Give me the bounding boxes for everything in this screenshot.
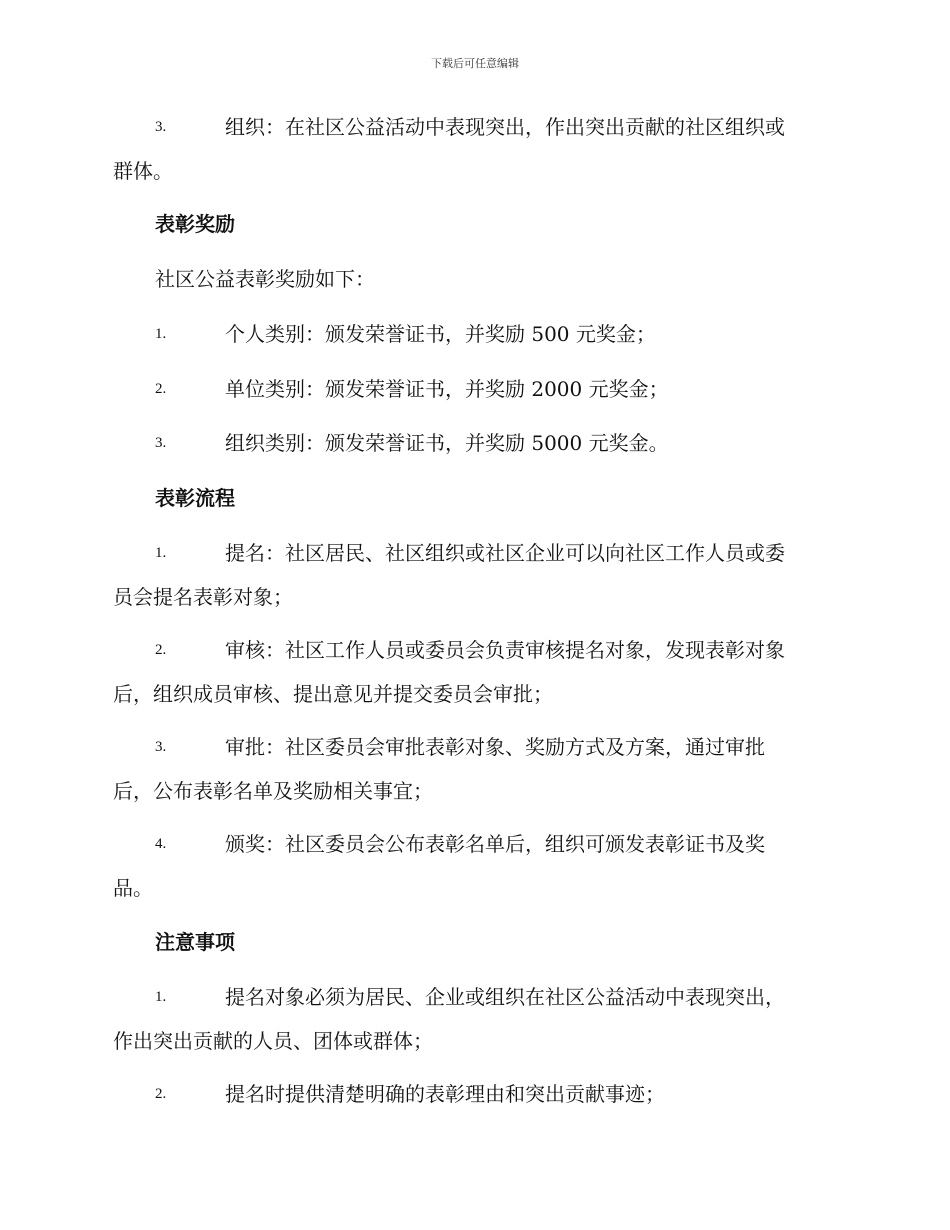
list-text: 后，公布表彰名单及奖励相关事宜； — [113, 779, 433, 803]
list-number: 2. — [155, 1086, 167, 1102]
list-text: 审核：社区工作人员或委员会负责审核提名对象，发现表彰对象 — [225, 638, 785, 662]
list-text: 个人类别：颁发荣誉证书，并奖励 500 元奖金； — [225, 322, 656, 346]
list-text: 后，组织成员审核、提出意见并提交委员会审批； — [113, 682, 553, 706]
list-text: 颁奖：社区委员会公布表彰名单后，组织可颁发表彰证书及奖 — [225, 832, 765, 856]
list-number: 1. — [155, 326, 167, 342]
section-heading: 表彰奖励 — [155, 212, 235, 236]
list-text: 员会提名表彰对象； — [113, 585, 293, 609]
section-heading: 注意事项 — [155, 930, 235, 954]
list-item — [0, 367, 950, 411]
list-text: 提名时提供清楚明确的表彰理由和突出贡献事迹； — [225, 1082, 665, 1106]
list-item — [0, 421, 950, 465]
list-number: 3. — [155, 119, 167, 135]
list-text: 作出突出贡献的人员、团体或群体； — [113, 1029, 433, 1053]
list-text: 审批：社区委员会审批表彰对象、奖励方式及方案，通过审批 — [225, 735, 765, 759]
list-item — [0, 312, 950, 356]
list-item — [0, 1072, 950, 1116]
list-text: 提名对象必须为居民、企业或组织在社区公益活动中表现突出， — [225, 985, 785, 1009]
list-text: 组织类别：颁发荣誉证书，并奖励 5000 元奖金。 — [225, 431, 669, 455]
list-item — [0, 822, 950, 910]
list-item — [0, 725, 950, 813]
list-text: 群体。 — [113, 159, 173, 183]
list-number: 2. — [155, 642, 167, 658]
list-number: 4. — [155, 836, 167, 852]
list-number: 1. — [155, 989, 167, 1005]
list-number: 3. — [155, 739, 167, 755]
list-item — [0, 105, 950, 193]
list-text: 品。 — [113, 876, 153, 900]
paragraph: 社区公益表彰奖励如下： — [155, 267, 375, 291]
list-number: 2. — [155, 381, 167, 397]
list-number: 3. — [155, 435, 167, 451]
list-item — [0, 531, 950, 619]
list-item — [0, 975, 950, 1063]
page-header: 下载后可任意编辑 — [431, 57, 519, 70]
section-heading: 表彰流程 — [155, 486, 235, 510]
list-text: 组织：在社区公益活动中表现突出，作出突出贡献的社区组织或 — [225, 115, 785, 139]
list-text: 提名：社区居民、社区组织或社区企业可以向社区工作人员或委 — [225, 541, 785, 565]
list-item — [0, 628, 950, 716]
list-text: 单位类别：颁发荣誉证书，并奖励 2000 元奖金； — [225, 377, 669, 401]
list-number: 1. — [155, 545, 167, 561]
